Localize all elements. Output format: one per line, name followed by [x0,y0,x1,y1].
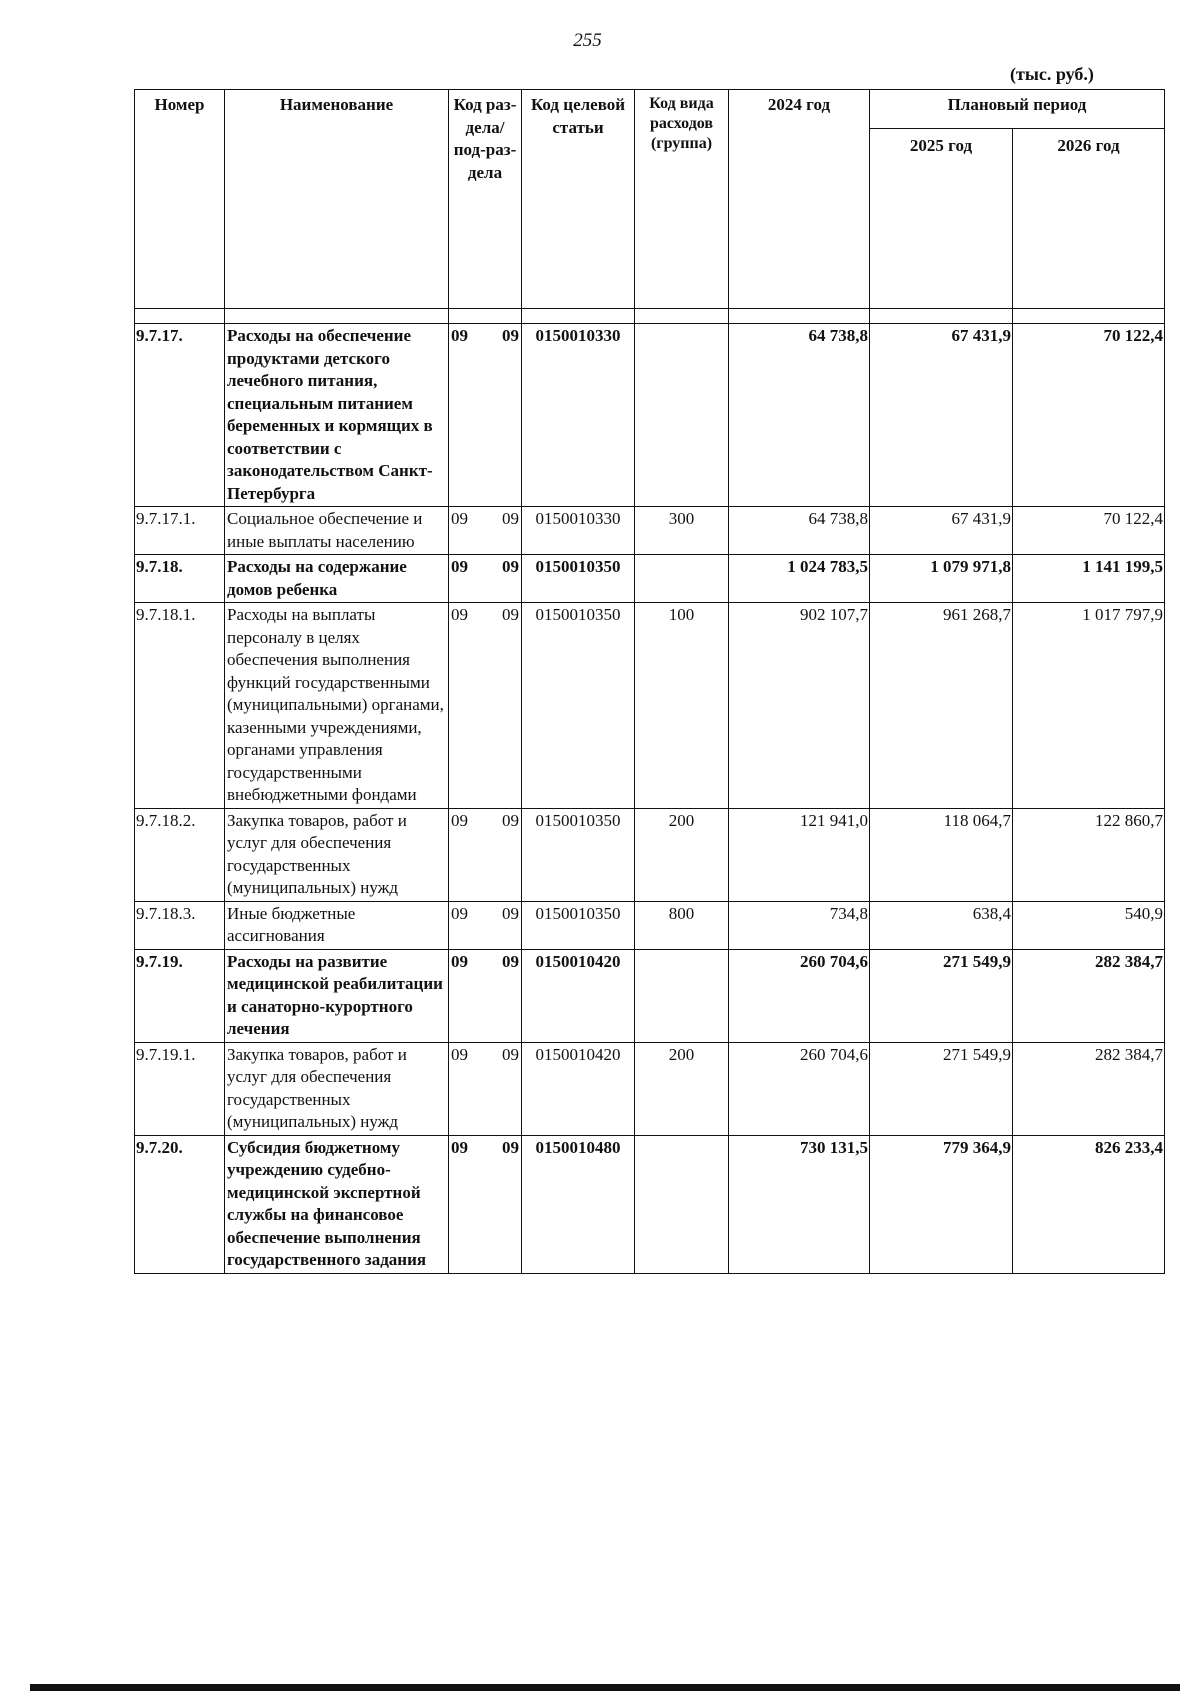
subsection-code: 09 [502,557,519,576]
row-number: 9.7.18.1. [135,603,225,809]
row-name: Расходы на содержание домов ребенка [225,555,449,603]
row-value-2024: 121 941,0 [729,808,870,901]
section-code: 09 [451,1044,468,1064]
row-value-2026: 282 384,7 [1013,1042,1165,1135]
row-value-2026: 1 141 199,5 [1013,555,1165,603]
row-target-code: 0150010330 [522,324,635,507]
row-name: Расходы на развитие медицинской реабилитации и санаторно-курортного лечения [225,949,449,1042]
row-section-code [449,324,522,507]
table-row [135,1135,1165,1273]
row-value-2026: 1 017 797,9 [1013,603,1165,809]
header-2024: 2024 год [729,90,870,309]
row-section-code [449,507,522,555]
row-value-2026: 282 384,7 [1013,949,1165,1042]
row-name: Закупка товаров, работ и услуг для обеспечения государственных (муниципальных) нужд [225,1042,449,1135]
subsection-code: 09 [502,1137,519,1157]
row-number: 9.7.20. [135,1135,225,1273]
row-target-code: 0150010420 [522,949,635,1042]
row-value-2026: 540,9 [1013,901,1165,949]
row-section-code [449,949,522,1042]
row-value-2024: 64 738,8 [729,324,870,507]
row-section-code [449,1135,522,1273]
row-value-2024: 1 024 783,5 [729,555,870,603]
subsection-code: 09 [502,951,519,971]
row-value-2024: 64 738,8 [729,507,870,555]
header-2026: 2026 год [1013,129,1165,309]
row-value-2024: 260 704,6 [729,949,870,1042]
table-body [135,324,1165,1274]
row-number: 9.7.18.3. [135,901,225,949]
row-value-2025: 1 079 971,8 [870,555,1013,603]
subsection-code: 09 [502,903,519,923]
row-number: 9.7.19.1. [135,1042,225,1135]
row-value-2025: 779 364,9 [870,1135,1013,1273]
table-row [135,901,1165,949]
row-number: 9.7.19. [135,949,225,1042]
table-row [135,808,1165,901]
row-value-2026: 70 122,4 [1013,507,1165,555]
subsection-code: 09 [502,605,519,624]
header-target: Код целевой статьи [522,90,635,309]
row-number: 9.7.17.1. [135,507,225,555]
row-value-2024: 260 704,6 [729,1042,870,1135]
section-code: 09 [451,326,468,345]
row-target-code: 0150010350 [522,901,635,949]
row-value-2025: 271 549,9 [870,949,1013,1042]
table-row [135,603,1165,809]
header-group: Код вида расходов (группа) [635,90,729,309]
row-name: Иные бюджетные ассигнования [225,901,449,949]
row-expense-group: 200 [635,808,729,901]
table-row [135,555,1165,603]
row-section-code [449,1042,522,1135]
bottom-rule [30,1684,1180,1691]
row-name: Социальное обеспечение и иные выплаты населению [225,507,449,555]
row-name: Расходы на выплаты персоналу в целях обеспечения выполнения функций государственными (муниципальными) органами, казенными учреждениями, органами управления государственными внебюджетными фондами [225,603,449,809]
row-section-code [449,901,522,949]
row-target-code: 0150010480 [522,1135,635,1273]
subsection-code: 09 [502,509,519,528]
table-row [135,1042,1165,1135]
budget-table [134,89,1165,1274]
row-name: Субсидия бюджетному учреждению судебно-медицинской экспертной службы на финансовое обеспечение выполнения государственного задания [225,1135,449,1273]
row-value-2025: 67 431,9 [870,507,1013,555]
row-value-2026: 122 860,7 [1013,808,1165,901]
section-code: 09 [451,557,468,576]
section-code: 09 [451,509,468,528]
row-target-code: 0150010350 [522,808,635,901]
row-value-2024: 902 107,7 [729,603,870,809]
row-value-2025: 961 268,7 [870,603,1013,809]
header-planned-period: Плановый период [870,90,1165,129]
row-section-code [449,603,522,809]
row-expense-group: 100 [635,603,729,809]
table-row [135,324,1165,507]
table-row [135,949,1165,1042]
row-value-2025: 67 431,9 [870,324,1013,507]
row-section-code [449,555,522,603]
units-label: (тыс. руб.) [1010,64,1094,84]
header-name: Наименование [225,90,449,309]
row-expense-group [635,949,729,1042]
row-target-code: 0150010330 [522,507,635,555]
row-target-code: 0150010350 [522,603,635,809]
section-code: 09 [451,605,468,624]
header-2025: 2025 год [870,129,1013,309]
header-number: Номер [135,90,225,309]
row-value-2025: 118 064,7 [870,808,1013,901]
row-expense-group [635,324,729,507]
section-code: 09 [451,903,468,923]
subsection-code: 09 [502,1044,519,1064]
row-expense-group: 300 [635,507,729,555]
row-target-code: 0150010350 [522,555,635,603]
row-value-2024: 734,8 [729,901,870,949]
row-number: 9.7.18.2. [135,808,225,901]
subsection-code: 09 [502,810,519,830]
section-code: 09 [451,951,468,971]
header-section: Код раз-дела/ под-раз-дела [449,90,522,309]
row-value-2026: 826 233,4 [1013,1135,1165,1273]
row-name: Расходы на обеспечение продуктами детского лечебного питания, специальным питанием беременных и кормящих в соответствии с законодательством Санкт-Петербурга [225,324,449,507]
row-target-code: 0150010420 [522,1042,635,1135]
row-section-code [449,808,522,901]
row-number: 9.7.17. [135,324,225,507]
section-code: 09 [451,810,468,830]
row-expense-group [635,1135,729,1273]
row-name: Закупка товаров, работ и услуг для обеспечения государственных (муниципальных) нужд [225,808,449,901]
page-number: 255 [573,30,602,51]
subsection-code: 09 [502,326,519,345]
row-value-2025: 271 549,9 [870,1042,1013,1135]
row-number: 9.7.18. [135,555,225,603]
row-expense-group: 200 [635,1042,729,1135]
row-value-2025: 638,4 [870,901,1013,949]
row-expense-group [635,555,729,603]
section-code: 09 [451,1137,468,1157]
row-expense-group: 800 [635,901,729,949]
table-row [135,507,1165,555]
row-value-2024: 730 131,5 [729,1135,870,1273]
row-value-2026: 70 122,4 [1013,324,1165,507]
